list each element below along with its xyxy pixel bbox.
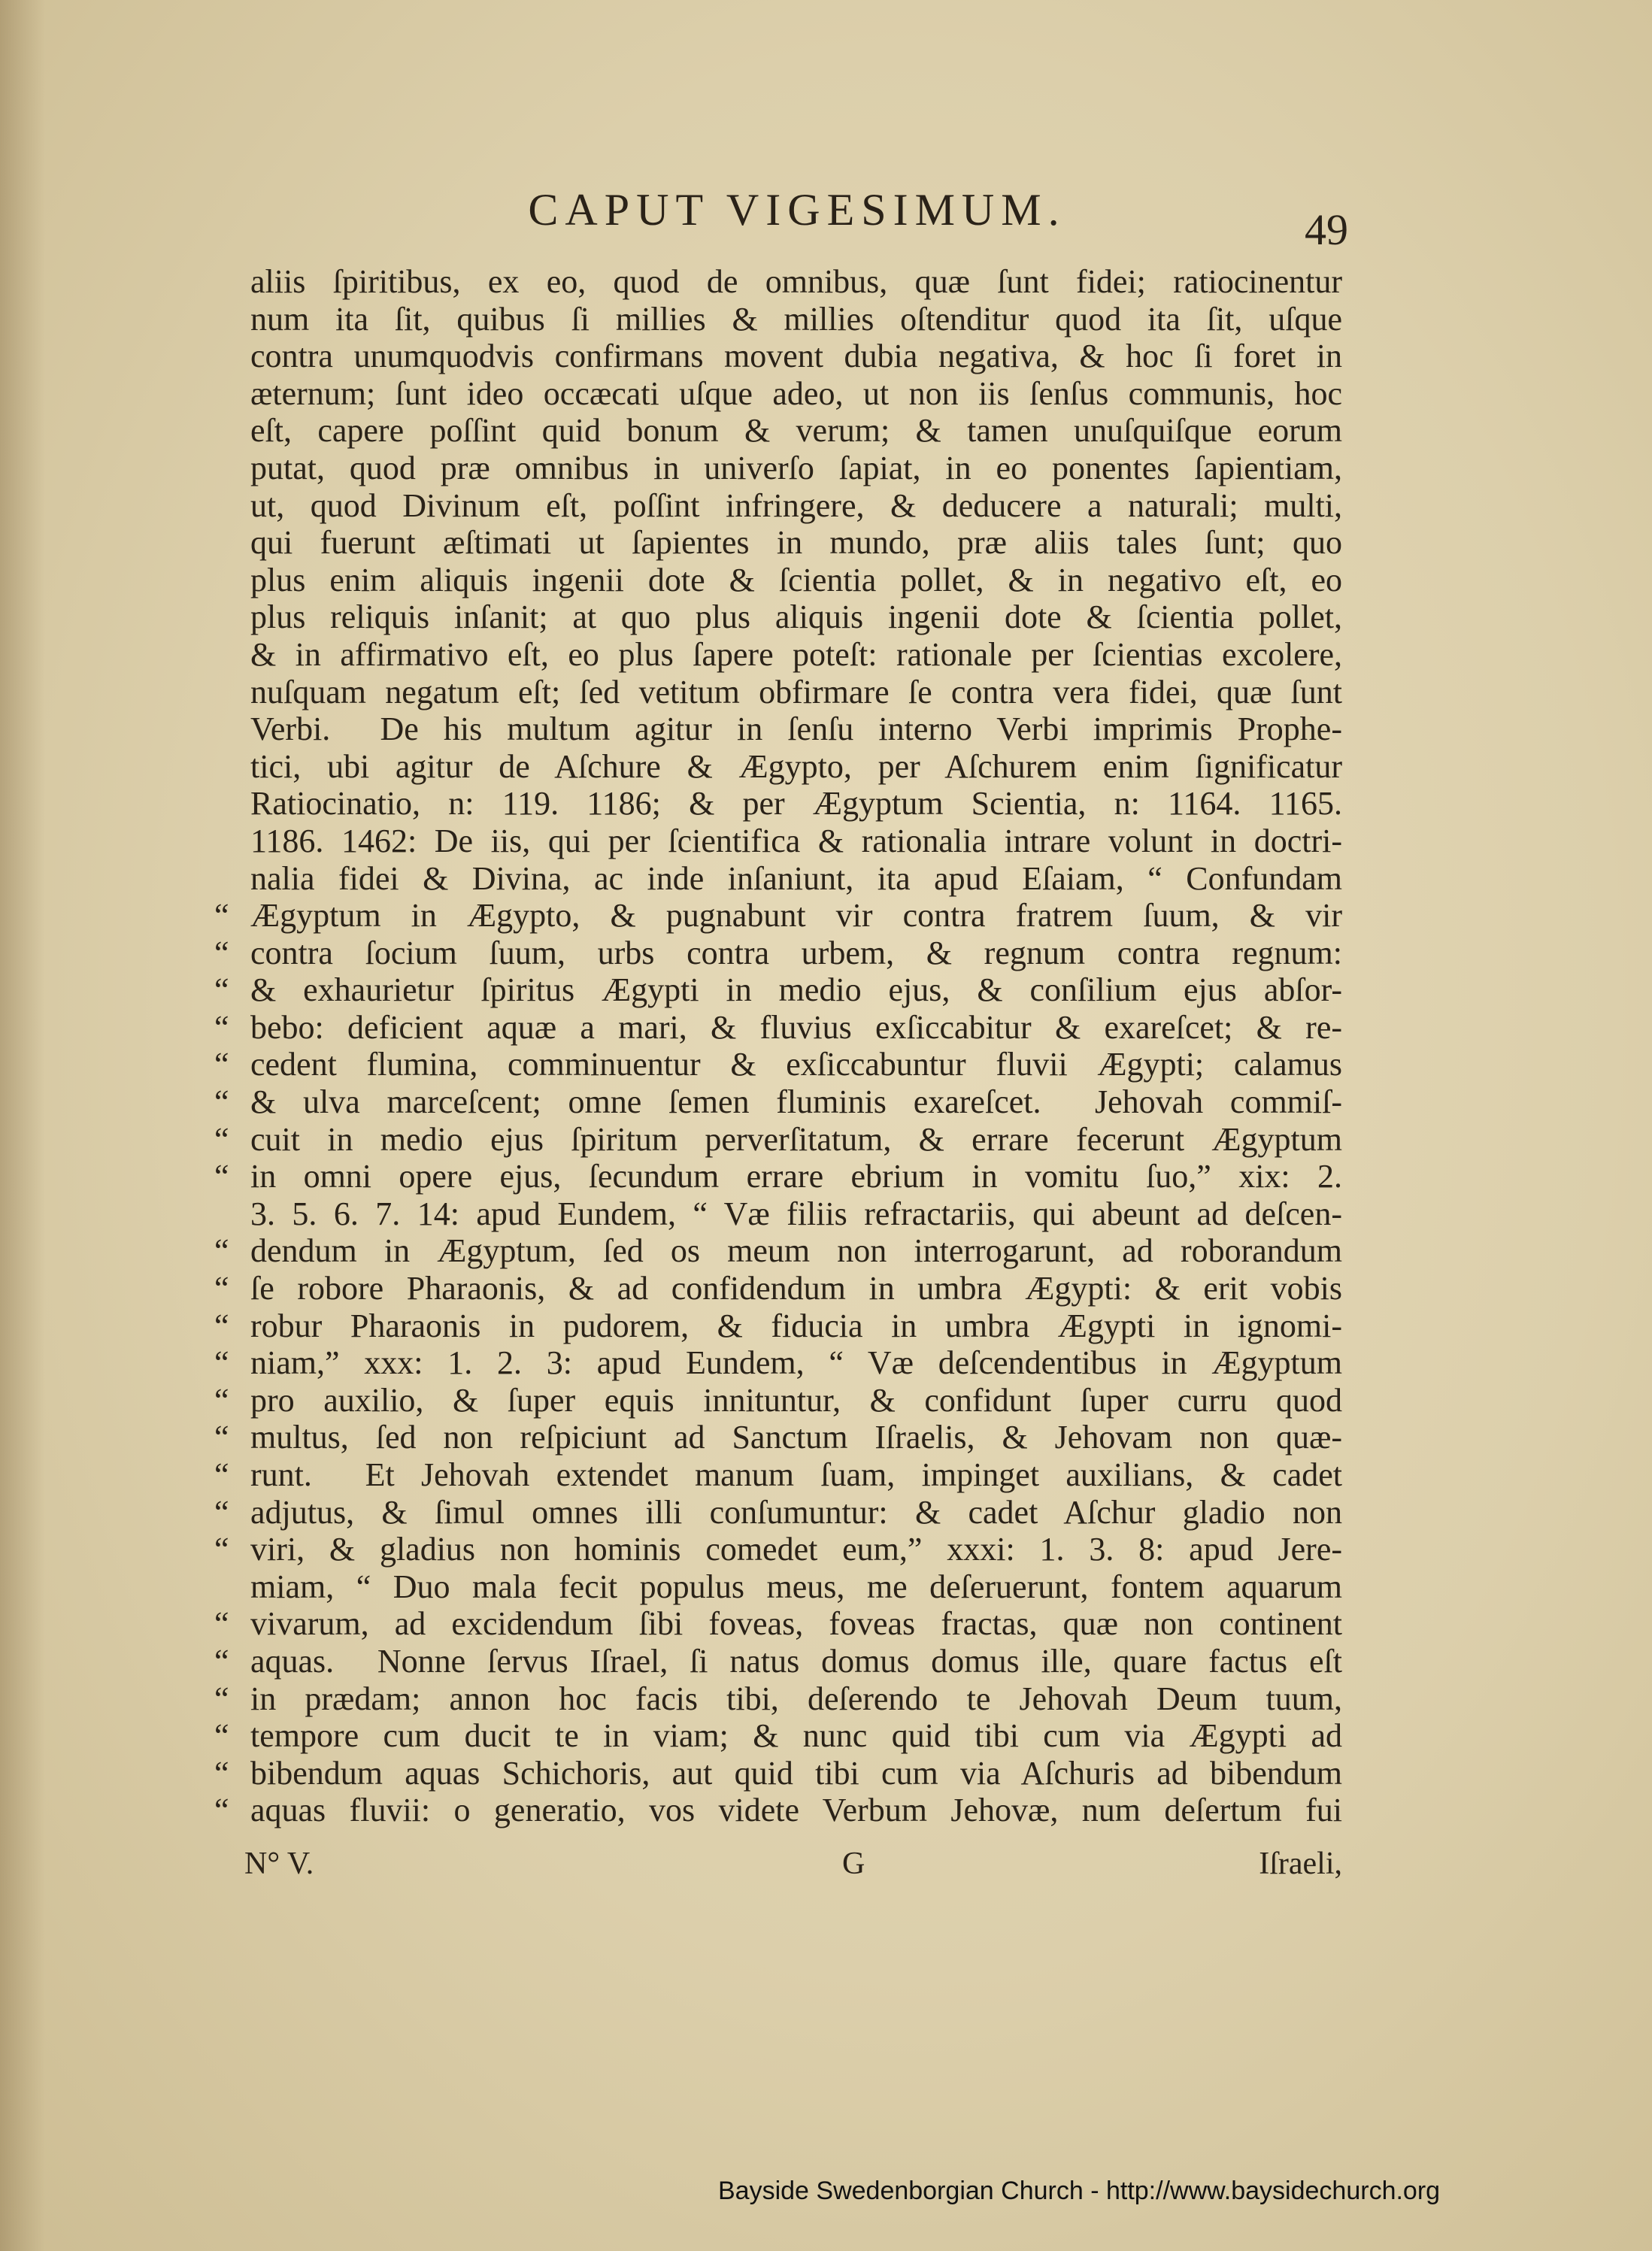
text-line (214, 1419, 1342, 1456)
quote-mark (214, 674, 250, 711)
text-line (214, 1009, 1342, 1047)
text-line (214, 1494, 1342, 1531)
quote-mark (214, 524, 250, 562)
quote-mark: “ (214, 1270, 229, 1307)
line-text: in prædam; annon hoc facis tibi, deſerendo te Jehovah Deum tuum, (250, 1680, 1342, 1717)
quote-mark (214, 562, 250, 599)
text-line (214, 674, 1342, 711)
line-text: num ita ſit, quibus ſi millies & millies oſtenditur quod ita ſit, uſque (250, 300, 1342, 338)
gathering-letter: G (842, 1847, 865, 1881)
line-text: aliis ſpiritibus, ex eo, quod de omnibus, quæ ſunt fidei; ratiocinentur (250, 263, 1342, 300)
quote-mark: “ (214, 1307, 229, 1344)
line-text: Ægyptum in Ægypto, & pugnabunt vir contra fratrem ſuum, & vir (250, 897, 1342, 935)
text-line (214, 1382, 1342, 1419)
quote-mark (214, 412, 250, 450)
line-text: qui fuerunt æſtimati ut ſapientes in mundo, præ aliis tales ſunt; quo (250, 524, 1342, 562)
quote-mark: “ (214, 1120, 229, 1158)
line-text: nalia fidei & Divina, ac inde inſaniunt, ita apud Eſaiam, “ Confundam (250, 859, 1342, 897)
line-text: & exhaurietur ſpiritus Ægypti in medio ejus, & conſilium ejus abſor- (250, 971, 1342, 1009)
text-line (214, 935, 1342, 972)
text-line (214, 971, 1342, 1009)
text-line (214, 598, 1342, 636)
text-line (214, 338, 1342, 375)
quote-mark (214, 636, 250, 674)
line-text: contra ſocium ſuum, urbs contra urbem, & regnum contra regnum: (250, 934, 1342, 971)
text-line (214, 450, 1342, 487)
quote-mark: “ (214, 1344, 229, 1382)
quote-mark: “ (214, 1792, 229, 1829)
line-text: aquas. Nonne ſervus Iſrael, ſi natus domus domus ille, quare factus eſt (250, 1642, 1342, 1680)
quote-mark: “ (214, 1008, 229, 1046)
line-text: plus enim aliquis ingenii dote & ſcientia pollet, & in negativo eſt, eo (250, 561, 1342, 598)
line-text: miam, “ Duo mala fecit populus meus, me deſeruerunt, fontem aquarum (250, 1568, 1342, 1605)
quote-mark: “ (214, 1754, 229, 1792)
text-line (214, 1121, 1342, 1159)
quote-mark: “ (214, 1158, 229, 1195)
text-line (214, 1307, 1342, 1345)
text-line (214, 1792, 1342, 1829)
quote-mark: “ (214, 1642, 229, 1680)
text-line (214, 1531, 1342, 1568)
quote-mark: “ (214, 1605, 229, 1643)
line-text: cuit in medio ejus ſpiritum perverſitatum, & errare fecerunt Ægyptum (250, 1120, 1342, 1158)
line-text: viri, & gladius non hominis comedet eum,” xxxi: 1. 3. 8: apud Jere- (250, 1531, 1342, 1568)
quote-mark (214, 338, 250, 375)
line-text: dendum in Ægyptum, ſed os meum non interrogarunt, ad roborandum (250, 1232, 1342, 1270)
line-text: in omni opere ejus, ſecundum errare ebrium in vomitu ſuo,” xix: 2. (250, 1158, 1342, 1195)
quote-mark (214, 860, 250, 898)
line-text: ſe robore Pharaonis, & ad confidendum in umbra Ægypti: & erit vobis (250, 1270, 1342, 1307)
line-text: niam,” xxx: 1. 2. 3: apud Eundem, “ Væ deſcendentibus in Ægyptum (250, 1344, 1342, 1382)
quote-mark: “ (214, 1046, 229, 1083)
line-text: putat, quod præ omnibus in univerſo ſapiat, in eo ponentes ſapientiam, (250, 449, 1342, 486)
text-line (214, 1232, 1342, 1270)
line-text: aquas fluvii: o generatio, vos videte Verbum Jehovæ, num deſertum fui (250, 1792, 1342, 1829)
text-line (214, 1605, 1342, 1643)
catchword: Iſraeli, (1259, 1847, 1342, 1881)
text-line (214, 562, 1342, 599)
quote-mark: “ (214, 1493, 229, 1531)
text-line (214, 263, 1342, 301)
quote-mark (214, 785, 250, 823)
line-text: multus, ſed non reſpiciunt ad Sanctum Iſraelis, & Jehovam non quæ- (250, 1419, 1342, 1456)
text-line (214, 1643, 1342, 1680)
text-line (214, 1456, 1342, 1494)
line-text: robur Pharaonis in pudorem, & fiducia in umbra Ægypti in ignomi- (250, 1307, 1342, 1344)
quote-mark: “ (214, 1083, 229, 1121)
signature-mark: N° V. (244, 1847, 314, 1881)
line-text: ut, quod Divinum eſt, poſſint infringere, & deducere a naturali; multi, (250, 486, 1342, 524)
quote-mark: “ (214, 934, 229, 971)
line-text: Verbi. De his multum agitur in ſenſu interno Verbi imprimis Prophe- (250, 710, 1342, 748)
quote-mark (214, 598, 250, 636)
text-line (214, 375, 1342, 413)
quote-mark: “ (214, 1456, 229, 1493)
credit-line: Bayside Swedenborgian Church - http://www.baysidechurch.org (718, 2177, 1441, 2205)
text-line (214, 1344, 1342, 1382)
line-text: contra unumquodvis confirmans movent dubia negativa, & hoc ſi foret in (250, 338, 1342, 375)
text-line (214, 412, 1342, 450)
quote-mark (214, 450, 250, 487)
line-text: plus reliquis inſanit; at quo plus aliquis ingenii dote & ſcientia pollet, (250, 598, 1342, 636)
text-line (214, 301, 1342, 338)
quote-mark (214, 301, 250, 338)
text-line (214, 860, 1342, 898)
line-text: eſt, capere poſſint quid bonum & verum; & tamen unuſquiſque eorum (250, 412, 1342, 450)
line-text: tempore cum ducit te in viam; & nunc quid tibi cum via Ægypti ad (250, 1717, 1342, 1755)
body-text (214, 263, 1342, 1829)
text-line (214, 1568, 1342, 1606)
text-line (214, 897, 1342, 935)
line-text: & in affirmativo eſt, eo plus ſapere poteſt: rationale per ſcientias excolere, (250, 635, 1342, 673)
quote-mark: “ (214, 971, 229, 1009)
quote-mark: “ (214, 1419, 229, 1456)
line-text: Ratiocinatio, n: 119. 1186; & per Ægyptum Scientia, n: 1164. 1165. (250, 785, 1342, 823)
quote-mark (214, 263, 250, 301)
text-line (214, 1158, 1342, 1195)
quote-mark (214, 823, 250, 860)
page-edge-shadow (0, 0, 45, 2251)
quote-mark (214, 375, 250, 413)
quote-mark (214, 487, 250, 525)
text-line (214, 748, 1342, 786)
text-line (214, 1195, 1342, 1233)
quote-mark (214, 1568, 250, 1606)
line-text: 1186. 1462: De iis, qui per ſcientifica & rationalia intrare volunt in doctri- (250, 822, 1342, 859)
quote-mark: “ (214, 1531, 229, 1568)
text-line (214, 1270, 1342, 1307)
text-line (214, 1717, 1342, 1755)
quote-mark: “ (214, 1381, 229, 1419)
line-text: cedent flumina, comminuentur & exſiccabuntur fluvii Ægypti; calamus (250, 1046, 1342, 1083)
text-line (214, 823, 1342, 860)
quote-mark: “ (214, 897, 229, 935)
text-line (214, 1755, 1342, 1792)
line-text: vivarum, ad excidendum ſibi foveas, foveas fractas, quæ non continent (250, 1605, 1342, 1643)
text-line (214, 487, 1342, 525)
quote-mark: “ (214, 1680, 229, 1717)
line-text: pro auxilio, & ſuper equis innituntur, & confidunt ſuper curru quod (250, 1381, 1342, 1419)
quote-mark (214, 1195, 250, 1233)
page-footer (214, 1846, 1342, 1891)
running-head: CAPUT VIGESIMUM. (528, 185, 1066, 235)
line-text: adjutus, & ſimul omnes illi conſumuntur: & cadet Aſchur gladio non (250, 1493, 1342, 1531)
quote-mark: “ (214, 1232, 229, 1270)
line-text: 3. 5. 6. 7. 14: apud Eundem, “ Væ filiis refractariis, qui abeunt ad deſcen- (250, 1195, 1342, 1232)
text-line (214, 785, 1342, 823)
line-text: bebo: deficient aquæ a mari, & fluvius exſiccabitur & exareſcet; & re- (250, 1008, 1342, 1046)
line-text: bibendum aquas Schichoris, aut quid tibi cum via Aſchuris ad bibendum (250, 1754, 1342, 1792)
line-text: nuſquam negatum eſt; ſed vetitum obfirmare ſe contra vera fidei, quæ ſunt (250, 673, 1342, 710)
quote-mark (214, 710, 250, 748)
text-line (214, 1680, 1342, 1718)
page-number: 49 (1305, 205, 1348, 254)
text-line (214, 1083, 1342, 1121)
line-text: tici, ubi agitur de Aſchure & Ægypto, per Aſchurem enim ſignificatur (250, 747, 1342, 785)
quote-mark (214, 748, 250, 786)
line-text: runt. Et Jehovah extendet manum ſuam, impinget auxilians, & cadet (250, 1456, 1342, 1493)
text-line (214, 636, 1342, 674)
line-text: & ulva marceſcent; omne ſemen fluminis exareſcet. Jehovah commiſ- (250, 1083, 1342, 1121)
text-line (214, 524, 1342, 562)
text-line (214, 1046, 1342, 1083)
quote-mark: “ (214, 1717, 229, 1755)
text-line (214, 710, 1342, 748)
line-text: æternum; ſunt ideo occæcati uſque adeo, ut non iis ſenſus communis, hoc (250, 374, 1342, 412)
